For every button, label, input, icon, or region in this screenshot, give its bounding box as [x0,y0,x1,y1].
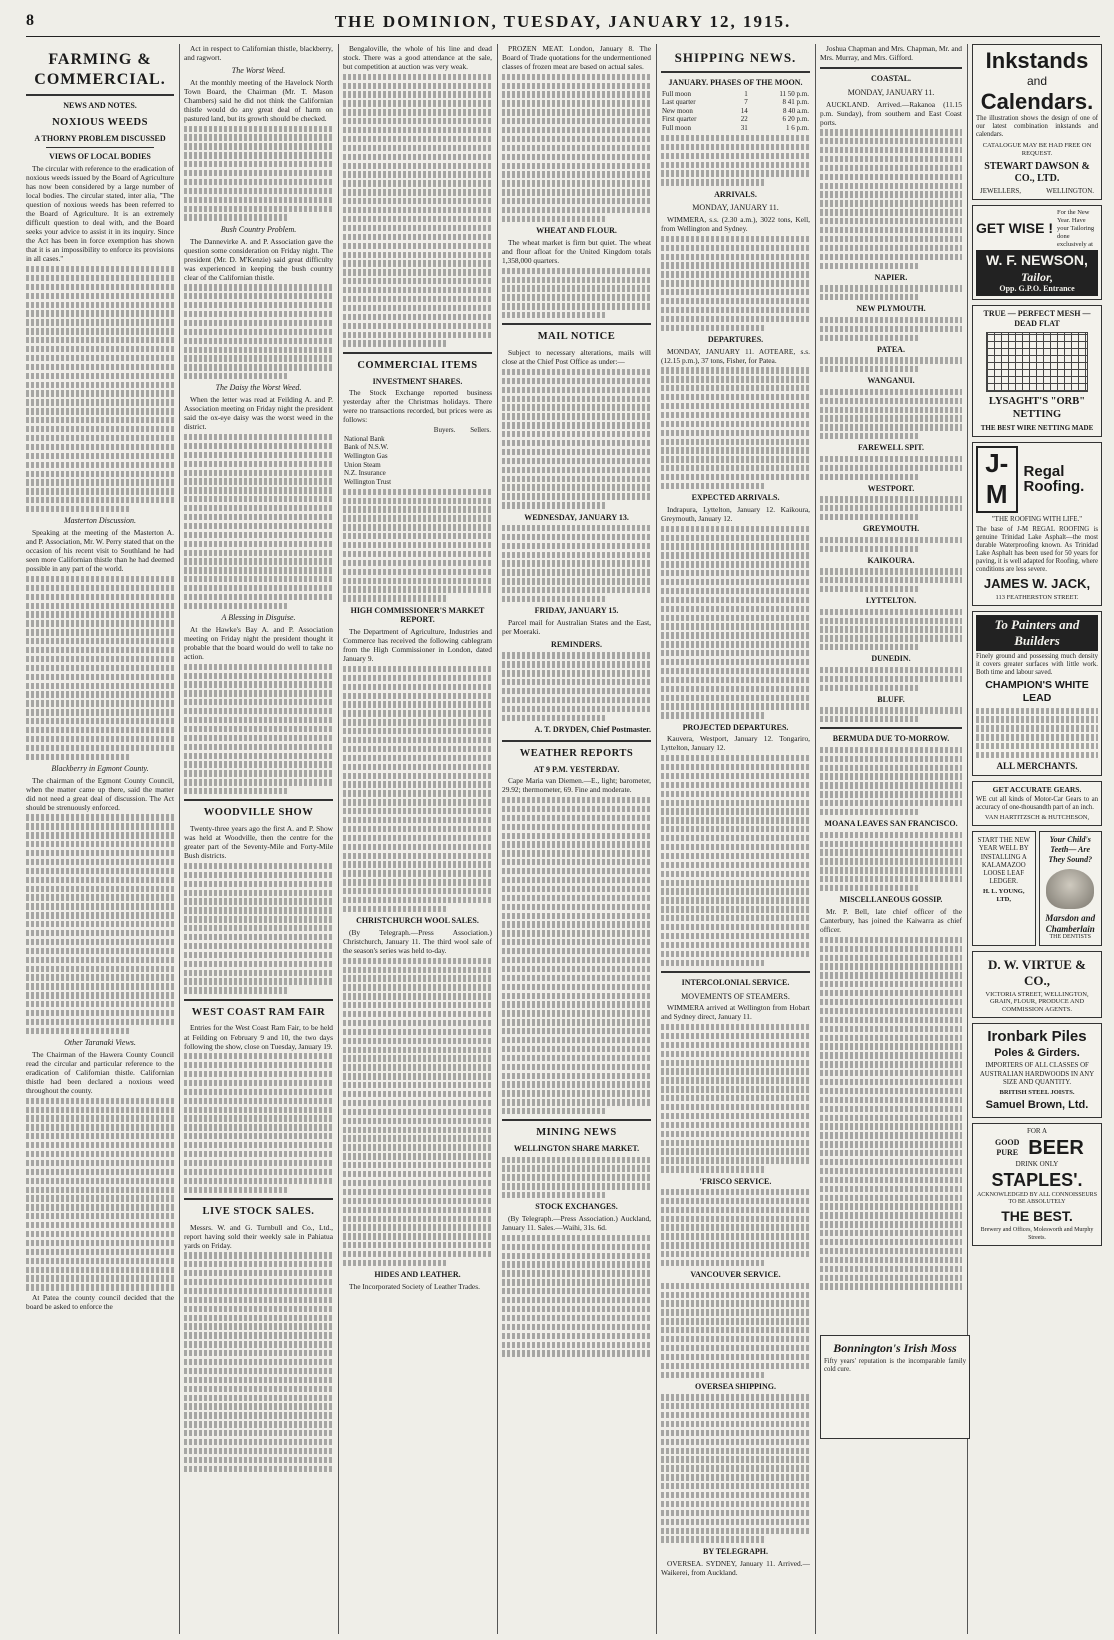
body-text [820,285,962,300]
subheading: BY TELEGRAPH. [703,1546,768,1556]
divider [661,71,810,73]
paragraph: (By Telegraph.—Press Association.) Auckland, January 11. Sales.—Waihi, 31s. 6d. [502,1214,651,1233]
subheading: STOCK EXCHANGES. [535,1202,618,1212]
ad-text: THE BEST. [1001,1208,1073,1225]
ad-text: "THE ROOFING WITH LIFE." [991,514,1083,523]
divider [184,799,333,801]
paragraph: At Patea the county council decided that the board be asked to enforce the [26,1293,174,1312]
body-text [184,126,333,221]
subheading: HIGH COMMISSIONER'S MARKET REPORT. [350,605,485,625]
body-text [184,284,333,379]
ad-newson [972,205,1102,300]
ad-title: LYSAGHT'S "ORB" NETTING [988,396,1086,421]
subheading: BLUFF. [877,694,905,704]
paragraph: The Dannevirke A. and P. Association gave the question some consideration on Friday night. The president (Mr. D. M'Kenzie) said great difficulty was experienced in keeping the bush country clear of the Californian thistle. [184,236,333,282]
moon-day: 1 [744,89,748,98]
subheading: WESTPORT. [867,483,915,493]
moon-phases-table [661,90,810,133]
subheading: OVERSEA SHIPPING. [695,1381,776,1391]
ad-text: ACKNOWLEDGED BY ALL CONNOISSEURS TO BE ABSOLUTELY [976,1191,1098,1205]
portrait-illustration [1046,869,1094,909]
body-text [343,666,492,912]
ad-title: Inkstands [985,48,1089,73]
ad-text: JEWELLERS, [980,187,1022,196]
subheading: REMINDERS. [551,640,602,650]
column-weeds-continued [184,44,333,1634]
moon-time: 6 20 p.m. [782,115,809,124]
body-text [26,1098,174,1291]
column-farming [26,44,174,1634]
divider [820,727,962,729]
body-text [502,797,651,1114]
body-text [502,525,651,602]
ad-firm: H. L. YOUNG, LTD, [983,888,1025,904]
ad-orb-netting [972,305,1102,437]
paragraph: Bengaloville, the whole of his line and dead stock. There was a good attendance at the sale, but competition at auction was very weak. [343,44,492,72]
table-row [661,98,810,107]
body-text [661,135,810,186]
paragraph: The Department of Agriculture, Industries and Commerce has received the following cablegram from the High Commissioner in London, dated January 9. [343,627,492,664]
body-text [820,357,962,372]
table-row [343,461,492,470]
ad-title: GET ACCURATE GEARS. [992,784,1082,794]
ad-text: For the New Year. Have your Tailoring done exclusively at [1057,208,1095,248]
column-rule [338,44,339,1634]
divider [26,94,174,96]
ad-address: Brewery and Offices, Molesworth and Murphy Streets. [980,1227,1094,1241]
divider [661,971,810,973]
moon-day: 14 [740,106,748,115]
section-heading: MAIL NOTICE [537,331,616,343]
column-rule [815,44,816,1634]
table-row [661,107,810,116]
body-text [661,367,810,489]
subheading: ARRIVALS. [714,189,757,199]
body-text [820,537,962,552]
column-rule [656,44,657,1634]
subheading: GREYMOUTH. [862,524,920,534]
paragraph: Entries for the West Coast Ram Fair, to be held at Feilding on February 9 and 10, the two days following the show, close on Tuesday, January 19. [184,1023,333,1051]
paragraph: Subject to necessary alterations, mails will close at the Chief Post Office as under:— [502,348,651,367]
divider [502,323,651,325]
subheading: EXPECTED ARRIVALS. [691,493,780,503]
ad-name: STAPLES'. [991,1169,1083,1190]
moon-time: 8 41 p.m. [782,98,809,107]
paragraph: Messrs. W. and G. Turnbull and Co., Ltd., report having sold their weekly sale in Pahiatua yards on Friday. [184,1222,333,1250]
ad-copy: WE cut all kinds of Motor-Car Gears to an accuracy of one-thousandth part of an inch. [976,796,1098,812]
subheading: DEPARTURES. [707,334,764,344]
ad-dentists [1039,831,1103,946]
table-header-row [343,426,492,435]
ad-inkstands [972,44,1102,200]
body-text [343,958,492,1267]
paragraph: Indrapura, Lyttelton, January 12. Kaikoura, Greymouth, January 12. [661,505,810,524]
body-text [26,266,174,512]
body-text [502,268,651,319]
subheading: COASTAL. [870,74,912,84]
section-heading: WOODVILLE SHOW [203,807,314,819]
body-text [502,1235,651,1357]
ad-text: Poles & Girders. [994,1047,1080,1060]
jm-logo: J-M [976,446,1018,513]
moon-time: 8 40 a.m. [782,106,809,115]
story-deck: VIEWS OF LOCAL BODIES [49,152,151,162]
share-name: Bank of N.S.W. [344,443,389,452]
subheading: CHRISTCHURCH WOOL SALES. [356,916,479,926]
share-name: Wellington Gas [344,451,388,460]
body-text [502,1157,651,1199]
column-mail-weather [502,44,651,1634]
paragraph: Mr. P. Bell, late chief officer of the Canterbury, has joined the Kaiwarra as chief officer. [820,907,962,935]
body-text [184,434,333,609]
section-heading: FARMING & COMMERCIAL. [34,51,166,88]
ad-text: Tailor, [1021,269,1053,284]
paragraph: At the Hawke's Bay A. and P. Association meeting on Friday night the president thought it probable that the board would do well to take no action. [184,624,333,661]
paragraph: MONDAY, JANUARY 11. AOTEARE, s.s. (12.15 p.m.), 37 tons, Fisher, for Patea. [661,346,810,365]
subheading: INTERCOLONIAL SERVICE. [681,977,790,987]
body-text [26,814,174,1034]
ad-firm: VAN HARTITZSCH & HUTCHESON, [984,814,1090,822]
column-rule [497,44,498,1634]
ad-title: D. W. VIRTUE & CO., [988,956,1086,988]
ad-firm: Samuel Brown, Ltd. [985,1098,1089,1111]
subheading: WHEAT AND FLOUR. [536,226,617,236]
paragraph: At the monthly meeting of the Havelock North Town Board, the Chairman (Mr. T. Mason Chambers) said he did not think the Californian thistle would do any great deal of harm on pastured land, but its growth should be checked. [184,77,333,123]
section-heading: COMMERCIAL ITEMS [357,359,478,371]
table-row [343,452,492,461]
moon-time: 11 50 p.m. [779,89,809,98]
subheading: WANGANUI. [867,376,915,386]
mesh-illustration [986,332,1088,392]
table-row [343,443,492,452]
body-text [820,937,962,1290]
body-text [820,832,962,892]
body-text [820,317,962,341]
ad-text: GOOD PURE [994,1138,1020,1157]
table-header-cell: Buyers. [433,426,456,435]
moon-phase: Last quarter [662,98,696,107]
divider [820,67,962,69]
ad-firm: STEWART DAWSON & CO., LTD. [984,160,1090,185]
story-title: NOXIOUS WEEDS [52,116,148,128]
paragraph: Twenty-three years ago the first A. and P. Show was held at Woodville, then the centre for the greater part of the Seventy-Mile and Forty-Mile Bush districts. [184,824,333,861]
story-kicker: A THORNY PROBLEM DISCUSSED [34,133,166,143]
paragraph: Kauvera, Westport, January 12. Tongariro, Lyttelton, January 12. [661,734,810,753]
ad-product: CHAMPION'S WHITE LEAD [985,679,1089,705]
table-row [343,435,492,444]
paragraph: AUCKLAND. Arrived.—Rakanoa (11.15 p.m. Sunday), from southern and East Coast ports. [820,99,962,127]
ad-title: GET WISE ! [976,220,1053,237]
subheading: Bush Country Problem. [220,224,297,234]
ad-text: THE BEST WIRE NETTING MADE [980,424,1094,432]
table-row [343,478,492,487]
paragraph: Joshua Chapman and Mrs. Chapman, Mr. and Mrs. Murray, and Mrs. Gifford. [820,44,962,63]
body-text [820,707,962,722]
ad-bonningtons [820,1335,970,1439]
moon-time: 1 6 p.m. [786,123,809,132]
subheading: The Daisy the Worst Weed. [215,383,302,393]
paragraph: The chairman of the Egmont County Council, when the matter came up there, said the matter did not need a great deal of discussion. The Act should be strenuously enforced. [26,775,174,812]
share-name: Wellington Trust [344,477,392,486]
body-text [343,489,492,602]
ad-title: BEER [1028,1136,1084,1159]
paragraph: The Incorporated Society of Leather Trades. [349,1282,480,1291]
divider [343,352,492,354]
body-text [343,74,492,347]
page-number: 8 [26,12,34,29]
ad-row [972,831,1102,951]
ad-copy: The illustration shows the design of one of our latest combination inkstands and calendars. [976,114,1098,138]
subheading: Other Taranaki Views. [64,1038,136,1048]
column-advertisements [972,44,1102,1634]
share-name: N.Z. Insurance [344,469,386,478]
divider [46,147,154,148]
paragraph: (By Telegraph.—Press Association.) Christchurch, January 11. The third wool sale of the season's series was held to-day. [343,927,492,956]
ad-copy: The base of J-M REGAL ROOFING is genuine Trinidad Lake Asphalt—the most durable Waterproofing known. As Trinidad Lake Asphalt has been used for 50 years for paving, it is well adapted for Roofing, where conditions are less severe. [976,525,1098,574]
body-text [820,456,962,480]
body-text [661,1394,810,1543]
ad-copy: START THE NEW YEAR WELL BY INSTALLING A KALAMAZOO LOOSE LEAF LEDGER. [977,837,1030,886]
paragraph: Speaking at the meeting of the Masterton A. and P. Association, Mr. W. Perry stated that on the occasion of his recent visit to Southland he had seen more Californian thistle than he had deemed possible in any part of the world. [26,528,174,574]
section-heading: MINING NEWS [536,1127,617,1139]
section-heading: WEATHER REPORTS [519,747,634,759]
subheading: AT 9 P.M. YESTERDAY. [533,764,620,774]
paragraph: The Stock Exchange reported business yesterday after the Christmas holidays. There were no transactions recorded, but prices were as follows: [343,388,492,425]
ad-text: and [1026,74,1048,88]
body-text [661,526,810,719]
subheading: MONDAY, JANUARY 11. [847,87,935,97]
body-text [820,129,962,269]
ad-text: CATALOGUE MAY BE HAD FREE ON REQUEST. [982,142,1092,158]
ad-text: DRINK ONLY [1015,1160,1059,1169]
moon-phase: New moon [662,106,693,115]
paragraph: WIMMERA arrived at Wellington from Hobart and Sydney direct, January 11. [661,1003,810,1022]
subheading: KAIKOURA. [867,555,915,565]
ad-copy: Fifty years' reputation is the incomparable family cold cure. [824,1358,966,1374]
ad-staples-beer [972,1123,1102,1246]
divider [184,1198,333,1200]
ad-address: Opp. G.P.O. Entrance [999,284,1075,294]
news-and-notes-heading: NEWS AND NOTES. [63,101,137,111]
ad-title: Calendars. [980,88,1094,114]
ad-ironbark [972,1023,1102,1118]
ad-firm: Marsdon and Chamberlain [1045,912,1096,934]
body-text [820,496,962,520]
paragraph: Parcel mail for Australian States and the East, per Moeraki. [502,618,651,637]
ad-title: To Painters and Builders [976,615,1098,651]
paragraph: OVERSEA. SYDNEY, January 11. Arrived.—Waikerei, from Auckland. [661,1558,810,1577]
share-name: Union Steam [344,460,381,469]
moon-day: 7 [744,98,748,107]
subheading: PROJECTED DEPARTURES. [682,722,789,732]
ad-title: Your Child's Teeth— Are They Sound? [1048,835,1093,864]
subheading: VANCOUVER SERVICE. [690,1270,781,1280]
ad-title: Bonnington's Irish Moss [833,1341,957,1355]
subheading: Blackberry in Egmont County. [51,763,149,773]
body-text [820,568,962,592]
subheading: PATEA. [877,344,905,354]
subheading: MOANA LEAVES SAN FRANCISCO. [824,819,958,829]
table-row [661,115,810,124]
section-heading: WEST COAST RAM FAIR [191,1006,326,1018]
moon-phase: Full moon [662,123,691,132]
body-text [502,652,651,721]
subheading: LYTTELTON. [865,596,917,606]
ad-address: VICTORIA STREET, WELLINGTON, GRAIN, FLOUR, PRODUCE AND COMMISSION AGENTS. [985,990,1089,1014]
body-text [184,1252,333,1472]
body-text [820,389,962,440]
moon-phase: Full moon [662,89,691,98]
body-text [661,1283,810,1378]
body-text [502,74,651,223]
body-text [502,369,651,509]
ad-text: WELLINGTON. [1046,187,1094,196]
subheading: The Worst Weed. [231,66,286,76]
subheading: INVESTMENT SHARES. [372,376,463,386]
moon-day: 22 [740,115,748,124]
ad-firm: JAMES W. JACK, [983,576,1091,592]
ad-champion-white-lead [972,611,1102,776]
ad-address: 113 FEATHERSTON STREET. [995,594,1079,602]
paragraph: Cape Maria van Diemen.—E., light; barometer, 29.92; thermometer, 69. Fine and moderate. [502,776,651,795]
ad-text: BRITISH STEEL JOISTS. [999,1088,1075,1096]
subheading: MONDAY, JANUARY 11. [692,203,779,213]
moon-day: 31 [740,123,748,132]
paragraph: When the letter was read at Feilding A. and P. Association meeting on Friday night the president said the ox-eye daisy was the worst weed in the district. [184,395,333,432]
subheading: MOVEMENTS OF STEAMERS. [681,991,790,1001]
subheading: 'FRISCO SERVICE. [699,1176,772,1186]
story-lead: The circular with reference to the eradication of noxious weeds issued by the Board of Agriculture has now been considered by a large number of local bodies. The circular stated, inter alia, "The question of noxious weeds has been referred to the Board of Agriculture. It is an extremely difficult question to deal with, and the Board seeks your advice to assist it in its inquiry. Since the Act has been in force exemption has shown that it is an impossibility to enforce its provisions in all cases." [26,164,174,264]
ad-title: Ironbark Piles [987,1028,1087,1046]
table-row [661,124,810,133]
subheading: JANUARY. PHASES OF THE MOON. [668,77,803,87]
body-text [184,1053,333,1193]
subheading: WEDNESDAY, JANUARY 13. [524,512,629,522]
table-header-cell: Sellers. [470,426,491,435]
masthead [26,10,1100,37]
masthead-title: THE DOMINION, TUESDAY, JANUARY 12, 1915. [334,12,792,31]
ad-copy: Finely ground and possessing much density it covers greater surfaces with little work. Both time and labour saved. [976,652,1098,677]
table-row [661,90,810,99]
divider [502,740,651,742]
ad-footer [976,187,1098,196]
section-heading: SHIPPING NEWS. [674,50,797,65]
table-header-cell [343,426,420,435]
signoff: A. T. DRYDEN, Chief Postmaster. [534,724,651,734]
ad-name: W. F. NEWSON, [986,252,1088,269]
subheading: FAREWELL SPIT. [858,443,924,453]
subheading: DUNEDIN. [871,654,911,664]
ad-text: TRUE — PERFECT MESH — DEAD FLAT [983,308,1091,328]
ad-title: Regal Roofing. [1023,463,1085,496]
subheading: NAPIER. [874,272,908,282]
body-text [661,236,810,331]
share-name: National Bank [344,434,385,443]
paragraph: WIMMERA, s.s. (2.30 a.m.), 3022 tons, Kell, from Wellington and Sydney. [661,215,810,234]
column-shipping [661,44,810,1634]
ad-text: THE DENTISTS [1049,934,1091,941]
body-text [820,747,962,816]
subheading: MISCELLANEOUS GOSSIP. [839,895,943,905]
body-text [661,1024,810,1173]
body-text [661,755,810,966]
subheading: BERMUDA DUE TO-MORROW. [832,734,950,744]
ad-gears [972,781,1102,826]
body-text [820,609,962,651]
ad-virtue [972,951,1102,1018]
body-text [661,1189,810,1266]
table-row [343,469,492,478]
paragraph: The wheat market is firm but quiet. The wheat and flour afloat for the United Kingdom totals 1,358,000 quarters. [502,237,651,266]
body-text [976,708,1098,759]
moon-phase: First quarter [662,115,697,124]
paragraph: PROZEN MEAT. London, January 8. The Board of Trade quotations for the undermentioned classes of frozen meat are based on actual sales. [502,44,651,72]
share-list-table [343,426,492,486]
section-heading: LIVE STOCK SALES. [202,1205,315,1217]
ad-kalamazoo [972,831,1036,946]
subheading: WELLINGTON SHARE MARKET. [513,1144,640,1154]
ad-copy: IMPORTERS OF ALL CLASSES OF AUSTRALIAN HARDWOODS IN ANY SIZE AND QUANTITY. [979,1062,1095,1086]
ad-text: ALL MERCHANTS. [996,760,1078,771]
divider [502,1119,651,1121]
subheading: HIDES AND LEATHER. [374,1270,461,1280]
column-rule [179,44,180,1634]
subheading: FRIDAY, JANUARY 15. [534,606,619,616]
body-text [184,863,333,994]
ad-text: FOR A [1026,1127,1048,1136]
column-commercial [343,44,492,1634]
paragraph: The Chairman of the Hawera County Council read the circular and particular reference to the eradication of Californian thistle. Californian thistle had been declared a noxious weed throughout the county. [26,1049,174,1095]
paragraph: Act in respect to Californian thistle, blackberry, and ragwort. [184,44,333,63]
divider [184,999,333,1001]
body-text [26,576,174,760]
body-text [820,667,962,691]
subheading: Masterton Discussion. [64,516,136,526]
body-text [184,664,333,795]
ad-jm-roofing [972,442,1102,607]
subheading: A Blessing in Disguise. [221,613,296,623]
subheading: NEW PLYMOUTH. [856,304,926,314]
